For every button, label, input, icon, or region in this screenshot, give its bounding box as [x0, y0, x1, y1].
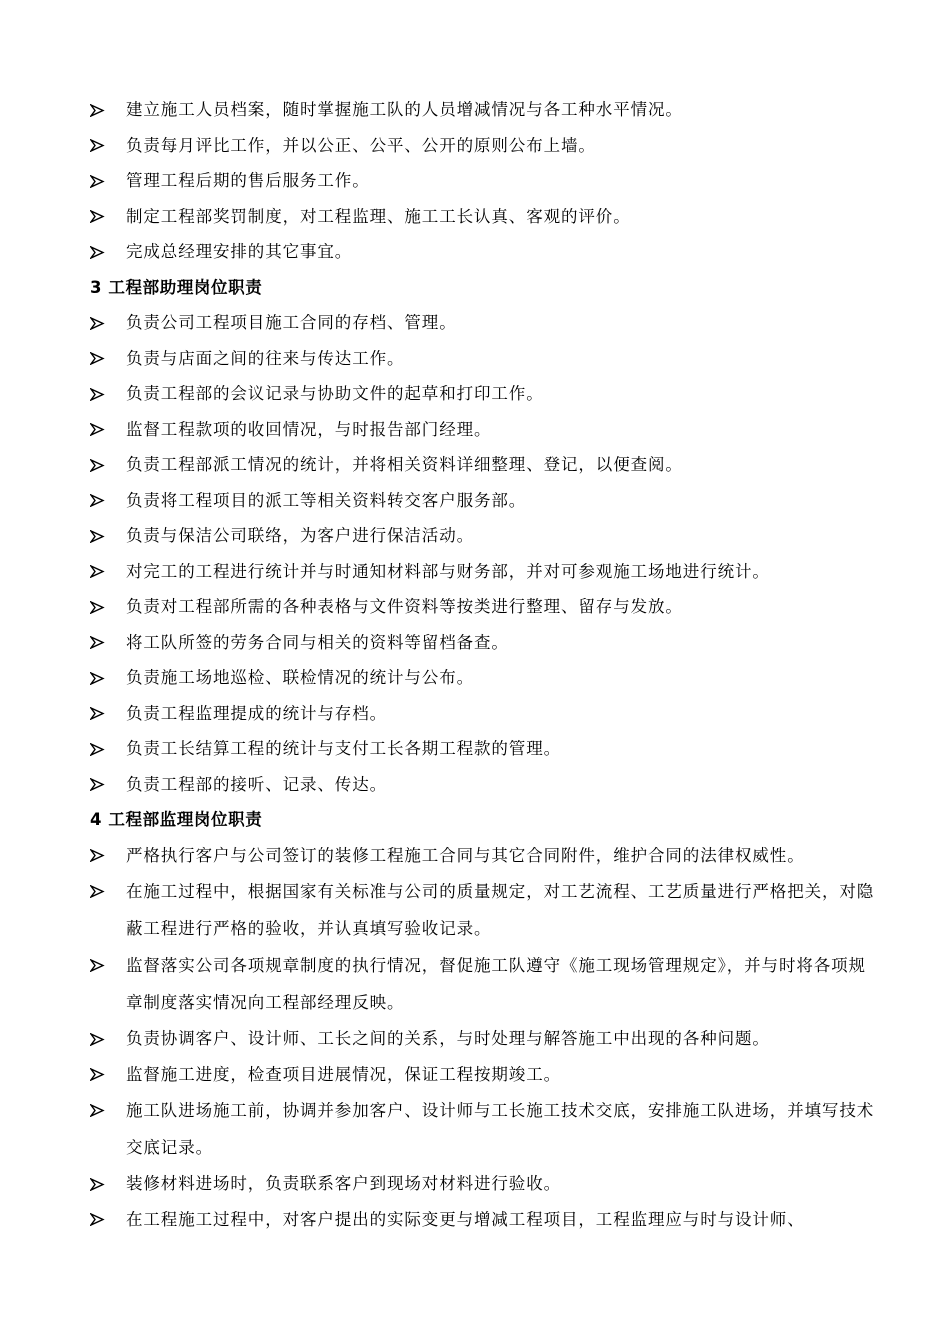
arrow-bullet-icon [90, 1202, 126, 1238]
document-body [90, 92, 880, 1237]
list-item [90, 1092, 880, 1166]
list-item [90, 589, 880, 625]
list-item-text: 监督施工进度，检查项目进展情况，保证工程按期竣工。 [126, 1064, 561, 1084]
list-item [90, 341, 880, 377]
list-item [90, 1166, 880, 1202]
arrow-bullet-icon [90, 625, 126, 661]
list-item-text: 在施工过程中，根据国家有关标准与公司的质量规定，对工艺流程、工艺质量进行严格把关，对隐蔽工程进行严格的验收，并认真填写验收记录。 [126, 882, 875, 938]
list-item-text: 负责与保洁公司联络，为客户进行保洁活动。 [126, 526, 474, 545]
list-item [90, 1057, 880, 1093]
list-item [90, 483, 880, 519]
arrow-bullet-icon [90, 589, 126, 625]
section-heading: 3 工程部助理岗位职责 [90, 277, 263, 297]
list-item-text: 监督落实公司各项规章制度的执行情况，督促施工队遵守《施工现场管理规定》，并与时将各项规章制度落实情况向工程部经理反映。 [126, 956, 866, 1012]
list-item [90, 696, 880, 732]
list-item [90, 625, 880, 661]
list-item-text: 严格执行客户与公司签订的装修工程施工合同与其它合同附件，维护合同的法律权威性。 [126, 845, 805, 865]
list-item-text: 管理工程后期的售后服务工作。 [126, 171, 370, 190]
list-item-text: 将工队所签的劳务合同与相关的资料等留档备查。 [126, 632, 509, 652]
list-item-text: 对完工的工程进行统计并与时通知材料部与财务部，并对可参观施工场地进行统计。 [126, 561, 770, 581]
section-heading: 4 工程部监理岗位职责 [90, 810, 263, 829]
list-item [90, 660, 880, 696]
arrow-bullet-icon [90, 1092, 126, 1128]
arrow-bullet-icon [90, 128, 126, 164]
arrow-bullet-icon [90, 660, 126, 696]
arrow-bullet-icon [90, 341, 126, 377]
list-item [90, 92, 880, 128]
list-item [90, 873, 880, 947]
list-item-text: 制定工程部奖罚制度，对工程监理、施工工长认真、客观的评价。 [126, 206, 631, 226]
list-item-text: 负责工程部的接听、记录、传达。 [126, 774, 387, 794]
arrow-bullet-icon [90, 873, 126, 909]
arrow-bullet-icon [90, 376, 126, 412]
arrow-bullet-icon [90, 92, 126, 128]
arrow-bullet-icon [90, 199, 126, 235]
list-item-text: 装修材料进场时，负责联系客户到现场对材料进行验收。 [126, 1174, 561, 1193]
arrow-bullet-icon [90, 305, 126, 341]
arrow-bullet-icon [90, 163, 126, 199]
list-item-text: 建立施工人员档案，随时掌握施工队的人员增减情况与各工种水平情况。 [126, 100, 683, 119]
list-item-text: 负责对工程部所需的各种表格与文件资料等按类进行整理、留存与发放。 [126, 597, 683, 616]
list-item [90, 731, 880, 767]
list-item-text: 完成总经理安排的其它事宜。 [126, 242, 353, 261]
list-item [90, 554, 880, 590]
arrow-bullet-icon [90, 447, 126, 483]
arrow-bullet-icon [90, 696, 126, 732]
arrow-bullet-icon [90, 1021, 126, 1057]
list-item [90, 447, 880, 483]
list-item-text: 负责每月评比工作，并以公正、公平、公开的原则公布上墙。 [126, 135, 596, 155]
arrow-bullet-icon [90, 731, 126, 767]
list-item [90, 199, 880, 235]
list-item [90, 376, 880, 412]
list-item [90, 1021, 880, 1057]
list-item [90, 412, 880, 448]
arrow-bullet-icon [90, 483, 126, 519]
list-item [90, 1202, 880, 1238]
list-item [90, 947, 880, 1021]
arrow-bullet-icon [90, 767, 126, 803]
list-item [90, 128, 880, 164]
arrow-bullet-icon [90, 518, 126, 554]
list-item [90, 767, 880, 803]
list-item-text: 施工队进场施工前，协调并参加客户、设计师与工长施工技术交底，安排施工队进场，并填写技术交底记录。 [126, 1101, 875, 1157]
list-item-text: 负责协调客户、设计师、工长之间的关系，与时处理与解答施工中出现的各种问题。 [126, 1029, 770, 1048]
arrow-bullet-icon [90, 1166, 126, 1202]
list-item [90, 838, 880, 874]
list-item-text: 负责工程部派工情况的统计，并将相关资料详细整理、登记，以便查阅。 [126, 455, 683, 474]
list-item-text: 在工程施工过程中，对客户提出的实际变更与增减工程项目，工程监理应与时与设计师、 [126, 1209, 805, 1229]
list-item-text: 负责施工场地巡检、联检情况的统计与公布。 [126, 668, 474, 687]
arrow-bullet-icon [90, 1057, 126, 1093]
list-item [90, 518, 880, 554]
arrow-bullet-icon [90, 412, 126, 448]
arrow-bullet-icon [90, 947, 126, 983]
list-item [90, 234, 880, 270]
arrow-bullet-icon [90, 554, 126, 590]
list-item-text: 负责将工程项目的派工等相关资料转交客户服务部。 [126, 490, 527, 510]
arrow-bullet-icon [90, 234, 126, 270]
list-item-text: 监督工程款项的收回情况，与时报告部门经理。 [126, 419, 492, 439]
arrow-bullet-icon [90, 838, 126, 874]
list-item-text: 负责公司工程项目施工合同的存档、管理。 [126, 313, 457, 332]
list-item [90, 305, 880, 341]
list-item-text: 负责与店面之间的往来与传达工作。 [126, 348, 405, 368]
list-item-text: 负责工程部的会议记录与协助文件的起草和打印工作。 [126, 384, 544, 403]
list-item [90, 163, 880, 199]
list-item-text: 负责工长结算工程的统计与支付工长各期工程款的管理。 [126, 739, 561, 758]
list-item-text: 负责工程监理提成的统计与存档。 [126, 703, 387, 723]
